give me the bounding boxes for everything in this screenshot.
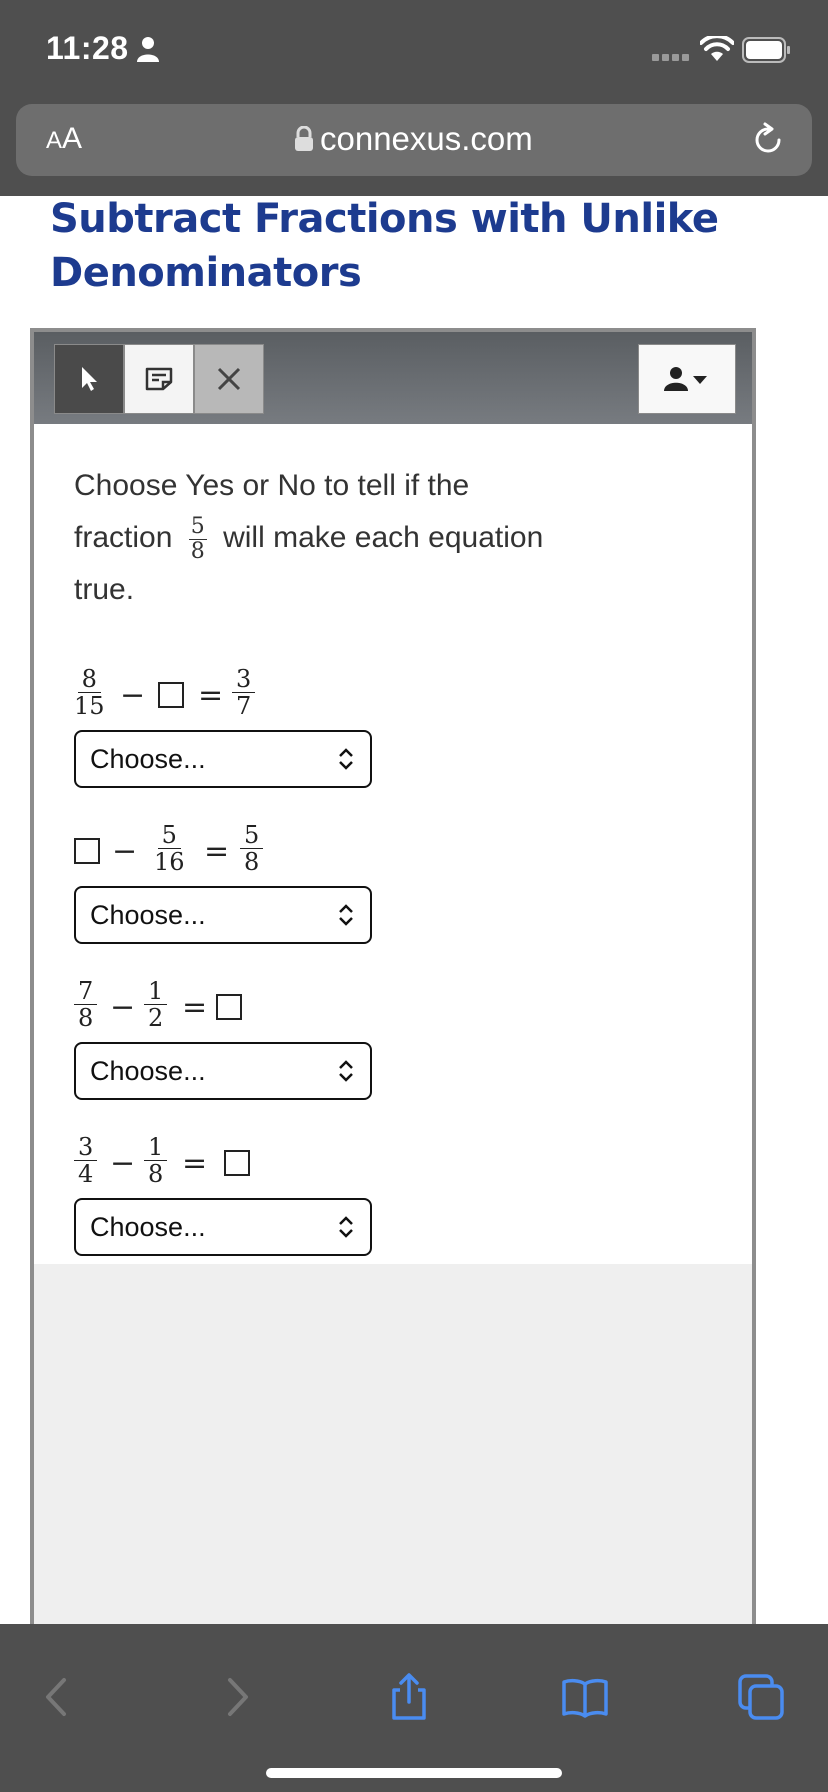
home-indicator bbox=[266, 1768, 562, 1778]
equation-4-fraction-a: $\frac{3}{4}$ bbox=[74, 1134, 97, 1187]
equation-3-select[interactable]: Choose... bbox=[74, 1042, 372, 1100]
empty-panel-area bbox=[34, 1264, 752, 1624]
chevron-up-down-icon bbox=[336, 1058, 356, 1084]
share-icon[interactable] bbox=[384, 1672, 434, 1722]
minus-sign: − bbox=[110, 1146, 136, 1181]
activity-toolbar bbox=[34, 332, 752, 424]
browser-top-bar bbox=[0, 0, 828, 196]
blank-box bbox=[224, 1150, 250, 1176]
web-page bbox=[0, 196, 828, 1624]
equation-2-result: $\frac{5}{8}$ bbox=[240, 822, 263, 875]
equation-2 bbox=[70, 822, 470, 882]
blank-box bbox=[74, 838, 100, 864]
status-bar bbox=[0, 0, 828, 100]
reader-aa-button[interactable]: AA bbox=[46, 122, 83, 155]
page-title: Subtract Fractions with Unlike Denominators bbox=[50, 196, 719, 296]
equation-1-fraction-a: $\frac{8}{15}$ bbox=[74, 665, 105, 720]
back-chevron-icon[interactable] bbox=[32, 1672, 82, 1722]
activity-frame bbox=[30, 328, 756, 1624]
chevron-up-down-icon bbox=[336, 746, 356, 772]
close-icon bbox=[216, 366, 242, 392]
bookmarks-icon[interactable] bbox=[560, 1672, 610, 1722]
minus-sign: − bbox=[112, 834, 138, 869]
chevron-up-down-icon bbox=[336, 1214, 356, 1240]
url-text[interactable]: connexus.com bbox=[320, 120, 533, 157]
equals-sign: = bbox=[198, 678, 224, 713]
equals-sign: = bbox=[182, 990, 208, 1025]
pointer-icon bbox=[76, 364, 102, 394]
battery-icon bbox=[742, 36, 792, 64]
equation-3-fraction-b: $\frac{1}{2}$ bbox=[144, 978, 167, 1031]
equation-4 bbox=[70, 1134, 470, 1194]
blank-box bbox=[158, 682, 184, 708]
lock-icon bbox=[294, 126, 314, 152]
equation-1 bbox=[70, 666, 470, 726]
status-time: 11:28 bbox=[46, 30, 129, 66]
note-icon bbox=[144, 366, 174, 392]
equation-1-select[interactable]: Choose... bbox=[74, 730, 372, 788]
equation-2-fraction-b: $\frac{5}{16}$ bbox=[154, 821, 185, 876]
prompt-text-after: will make each equation true. bbox=[74, 521, 544, 606]
equals-sign: = bbox=[182, 1146, 208, 1181]
reload-icon[interactable] bbox=[750, 122, 786, 158]
address-bar[interactable] bbox=[16, 104, 812, 176]
equation-2-select[interactable]: Choose... bbox=[74, 886, 372, 944]
tabs-icon[interactable] bbox=[736, 1672, 786, 1722]
equation-3-fraction-a: $\frac{7}{8}$ bbox=[74, 978, 97, 1031]
user-dropdown-icon bbox=[662, 366, 712, 392]
question-area bbox=[34, 424, 752, 1264]
person-icon bbox=[136, 36, 160, 62]
equation-3 bbox=[70, 978, 470, 1038]
forward-chevron-icon[interactable] bbox=[212, 1672, 262, 1722]
prompt-text-before: Choose Yes or No to tell if the fraction bbox=[74, 469, 470, 554]
user-menu-button[interactable] bbox=[638, 344, 736, 414]
chevron-up-down-icon bbox=[336, 902, 356, 928]
prompt-fraction-denominator: 8 bbox=[190, 538, 205, 564]
minus-sign: − bbox=[110, 990, 136, 1025]
browser-bottom-toolbar bbox=[0, 1624, 828, 1792]
prompt-fraction-numerator: 5 bbox=[190, 513, 205, 539]
equation-4-select[interactable]: Choose... bbox=[74, 1198, 372, 1256]
minus-sign: − bbox=[120, 678, 146, 713]
prompt-fraction bbox=[189, 515, 207, 564]
pointer-tool-button[interactable] bbox=[54, 344, 124, 414]
equation-4-fraction-b: $\frac{1}{8}$ bbox=[144, 1134, 167, 1187]
wifi-icon bbox=[700, 36, 734, 62]
blank-box bbox=[216, 994, 242, 1020]
question-prompt bbox=[74, 460, 554, 616]
cellular-signal-icon bbox=[652, 52, 692, 62]
equation-1-result: $\frac{3}{7}$ bbox=[232, 666, 255, 719]
note-tool-button[interactable] bbox=[124, 344, 194, 414]
equals-sign: = bbox=[204, 834, 230, 869]
close-tool-button[interactable] bbox=[194, 344, 264, 414]
